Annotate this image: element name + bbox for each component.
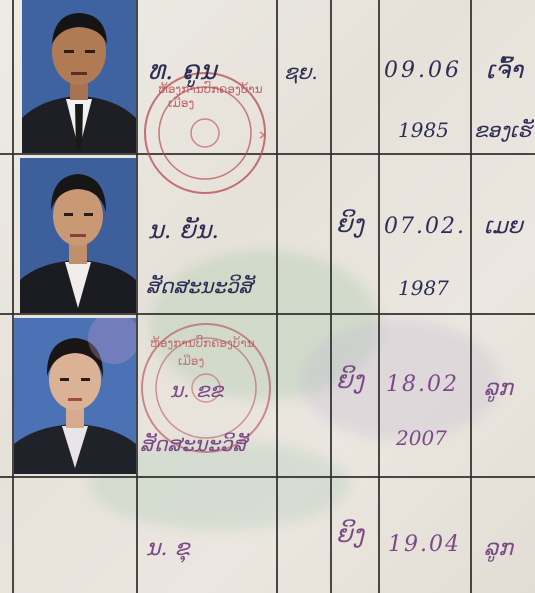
row-4-name: ນ. ຂຸ [146, 536, 190, 561]
grid-horizontal-line [0, 476, 535, 478]
portrait-photo-man [22, 0, 136, 153]
row-2-relation: ເມຍ [484, 214, 523, 239]
row-2-sex: ຍິງ [336, 210, 365, 238]
row-1-date: 09.06 [384, 58, 462, 83]
row-2-signature: ສັດສະນະວິສັ [146, 274, 253, 298]
grid-horizontal-line [0, 313, 535, 315]
row-2-date: 07.02. [384, 214, 466, 239]
stamp-text-mid: ເມືອງ [168, 96, 195, 110]
row-4-sex: ຍິງ [336, 520, 365, 548]
grid-vertical-line [330, 0, 332, 593]
row-1-relation-line2: ຂອງເຮັ [474, 118, 532, 142]
portrait-photo-woman [20, 158, 136, 313]
row-3-signature: ສັດສະນະວິສັ [140, 432, 247, 456]
row-4-date: 19.04 [388, 532, 461, 557]
portrait-photo-girl [14, 318, 136, 474]
row-3-date: 18.02 [386, 372, 459, 397]
row-2-name: ນ. ຍັນ. [148, 216, 220, 244]
row-3-name: ນ. ຂຂ [170, 378, 224, 402]
row-1-year: 1985 [398, 118, 449, 142]
row-4-relation: ລູກ [484, 536, 514, 561]
grid-vertical-line [136, 0, 138, 593]
grid-vertical-line [470, 0, 472, 593]
grid-vertical-line [12, 0, 14, 593]
row-1-relation: ເຈົ້າ [486, 56, 524, 84]
row-2-year: 1987 [398, 276, 449, 300]
row-3-relation: ລູກ [484, 376, 514, 401]
row-3-year: 2007 [396, 426, 447, 450]
row-1-sex: ຊຍ. [284, 60, 318, 84]
row-3-sex: ຍິງ [336, 366, 365, 394]
grid-vertical-line [378, 0, 380, 593]
stamp-text-mid: ເມືອງ [178, 354, 205, 368]
stamp-text-top: ຫ້ອງການປົກຄອງບ້ານ [158, 82, 263, 96]
stamp-text-top: ຫ້ອງການປົກຄອງບ້ານ [150, 336, 255, 350]
row-1-name: ທ. ຄູນ [148, 56, 217, 86]
grid-vertical-line [276, 0, 278, 593]
